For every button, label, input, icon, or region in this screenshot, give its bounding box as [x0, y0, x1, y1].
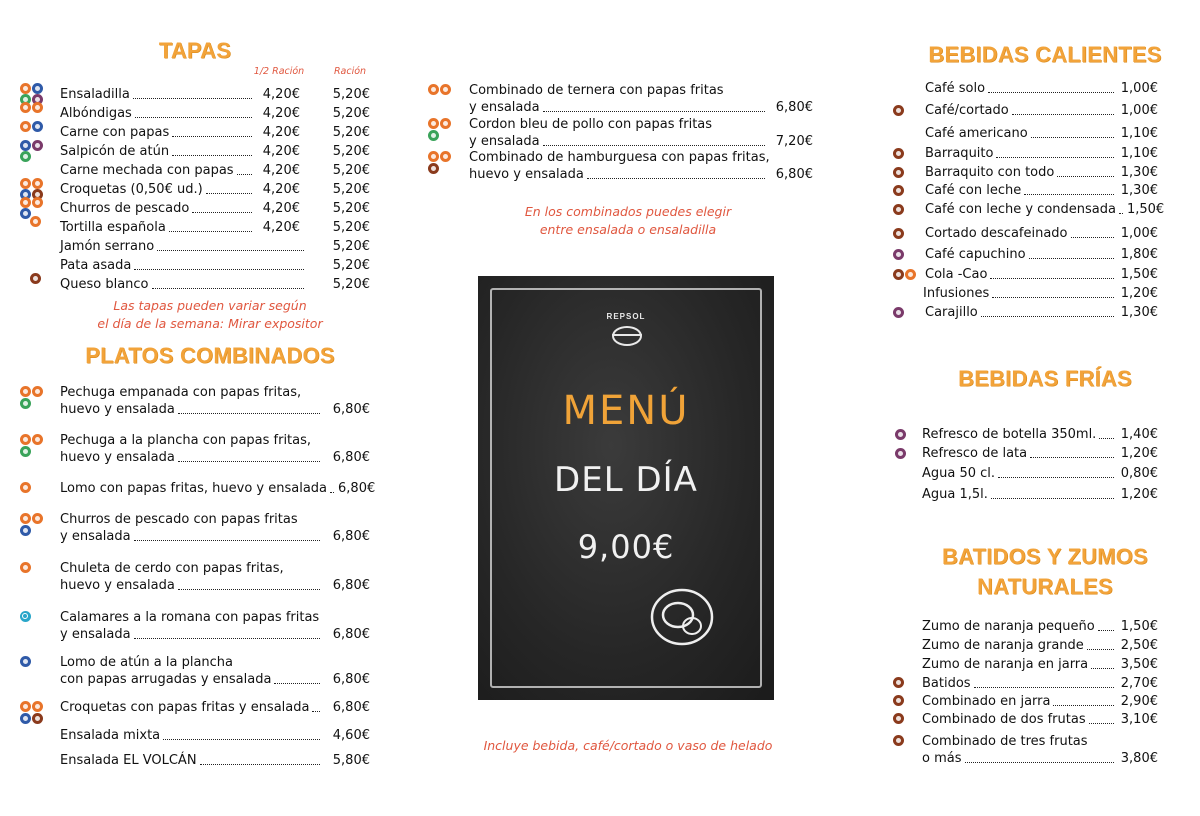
dot-leader [157, 250, 304, 251]
gluten-allergen-icon [428, 84, 439, 95]
dot-leader [134, 269, 304, 270]
egg-allergen-icon [20, 482, 31, 493]
item-price: 1,10€ [1120, 146, 1158, 161]
item-name: huevo y ensalada [60, 578, 175, 593]
dot-leader [990, 278, 1114, 279]
dot-leader [172, 155, 252, 156]
bebida-item [922, 426, 1158, 443]
bebida-item [922, 445, 1158, 462]
item-price: 2,90€ [1120, 694, 1158, 709]
tapa-item [60, 238, 308, 255]
tapa-full-price: 5,20€ [332, 125, 370, 140]
bebida-item [925, 266, 1158, 283]
dot-leader [1024, 194, 1114, 195]
egg-allergen-icon [20, 562, 31, 573]
menu-price: 9,00€ [577, 528, 675, 566]
bebida-item [925, 164, 1158, 181]
dot-leader [996, 157, 1114, 158]
tapa-full-price: 5,20€ [332, 106, 370, 121]
item-price: 6,80€ [332, 672, 370, 687]
celery-allergen-icon [20, 151, 31, 162]
menu-item [469, 133, 813, 150]
item-name: Café con leche [925, 183, 1022, 198]
tapa-item [60, 276, 308, 293]
brand-logo-icon [612, 326, 642, 346]
sulphite-allergen-icon [893, 249, 904, 260]
dot-leader [206, 193, 252, 194]
bebidas-calientes-heading: BEBIDAS CALIENTES [928, 42, 1162, 67]
tapa-full-price: 5,20€ [332, 144, 370, 159]
menu-item [60, 577, 370, 594]
tapa-item [60, 200, 300, 217]
item-price: 6,80€ [775, 100, 813, 115]
dot-leader [998, 477, 1114, 478]
item-name: Pata asada [60, 258, 132, 273]
batidos-heading [930, 542, 1160, 602]
dot-leader [587, 178, 765, 179]
item-name-line: Pechuga a la plancha con papas fritas, [60, 433, 312, 448]
gluten-allergen-icon [20, 701, 31, 712]
milk-allergen-icon [893, 695, 904, 706]
bebida-item [925, 145, 1158, 162]
dot-leader [965, 762, 1115, 763]
plate-egg-icon [644, 582, 724, 652]
item-name: Croquetas con papas fritas y ensalada [60, 700, 310, 715]
item-name: Café americano [925, 126, 1028, 141]
dot-leader [1091, 668, 1114, 669]
item-name: Refresco de lata [922, 446, 1028, 461]
item-price: 4,20€ [262, 106, 300, 121]
gluten-allergen-icon [20, 102, 31, 113]
item-name-line: Churros de pescado con papas fritas [60, 512, 298, 527]
item-name-line: Combinado de hamburguesa con papas fritas, [469, 150, 770, 165]
milk-allergen-icon [893, 148, 904, 159]
combinados-note-line-1: En los combinados puedes elegir [524, 204, 732, 219]
fish-allergen-icon [20, 656, 31, 667]
dot-leader [1057, 176, 1114, 177]
item-price: 4,20€ [262, 125, 300, 140]
egg-allergen-icon [32, 386, 43, 397]
item-price: 4,20€ [262, 163, 300, 178]
fish-allergen-icon [20, 140, 31, 151]
item-name: Salpicón de atún [60, 144, 170, 159]
egg-allergen-icon [32, 701, 43, 712]
item-price: 4,60€ [332, 728, 370, 743]
bebida-item [925, 102, 1158, 119]
dot-leader [134, 638, 320, 639]
item-price: 6,80€ [332, 627, 370, 642]
tapa-full-price: 5,20€ [332, 201, 370, 216]
item-name: Carne mechada con papas [60, 163, 234, 178]
gluten-allergen-icon [20, 434, 31, 445]
dot-leader [134, 540, 320, 541]
dot-leader [178, 589, 320, 590]
soy-allergen-icon [905, 269, 916, 280]
menu-del-dia-board [478, 276, 774, 700]
item-name-line: Pechuga empanada con papas fritas, [60, 385, 302, 400]
item-name: huevo y ensalada [469, 167, 584, 182]
sulphite-allergen-icon [893, 307, 904, 318]
item-name: Tortilla española [60, 220, 166, 235]
menu-item [469, 99, 813, 116]
item-price: 6,80€ [332, 578, 370, 593]
dot-leader [152, 288, 305, 289]
dot-leader [1030, 457, 1114, 458]
dot-leader [1053, 705, 1114, 706]
dot-leader [988, 92, 1114, 93]
item-name: Combinado de dos frutas [922, 712, 1086, 727]
dot-leader [312, 711, 320, 712]
dot-leader [274, 683, 320, 684]
milk-allergen-icon [893, 185, 904, 196]
tapas-note-line-1: Las tapas pueden variar según [113, 298, 307, 313]
item-name: Carne con papas [60, 125, 170, 140]
menu-item [60, 671, 370, 688]
bebida-item [925, 304, 1158, 321]
item-price: 1,20€ [1120, 487, 1158, 502]
egg-allergen-icon [32, 197, 43, 208]
menu-item [60, 752, 370, 769]
item-price: 6,80€ [332, 450, 370, 465]
tapa-item [60, 257, 308, 274]
item-name: Albóndigas [60, 106, 132, 121]
item-name: Ensalada EL VOLCÁN [60, 753, 197, 768]
batidos-heading-line-2: NATURALES [977, 574, 1113, 599]
bebidas-frias-heading: BEBIDAS FRÍAS [958, 366, 1132, 391]
item-name: Lomo con papas fritas, huevo y ensalada [60, 481, 328, 496]
egg-allergen-icon [32, 434, 43, 445]
dot-leader [163, 739, 320, 740]
dot-leader [1012, 114, 1114, 115]
tapa-full-price: 5,20€ [332, 163, 370, 178]
menu-item [60, 699, 370, 716]
item-price: 1,30€ [1120, 305, 1158, 320]
bebida-item [925, 201, 1165, 218]
dot-leader [330, 492, 334, 493]
menu-item [922, 693, 1158, 710]
item-name: Combinado en jarra [922, 694, 1051, 709]
item-name: Café capuchino [925, 247, 1026, 262]
egg-allergen-icon [32, 513, 43, 524]
menu-item [60, 626, 370, 643]
milk-allergen-icon [893, 204, 904, 215]
dot-leader [974, 687, 1114, 688]
egg-allergen-icon [32, 102, 43, 113]
milk-allergen-icon [893, 713, 904, 724]
tapa-item [60, 219, 300, 236]
dot-leader [992, 297, 1114, 298]
menu-item [60, 401, 370, 418]
brand-logo-text: REPSOL [606, 312, 646, 321]
item-name: Cortado descafeinado [925, 226, 1068, 241]
item-price: 5,80€ [332, 753, 370, 768]
item-price: 0,80€ [1120, 466, 1158, 481]
item-name: y ensalada [469, 100, 540, 115]
milk-allergen-icon [893, 735, 904, 746]
menu-note: Incluye bebida, café/cortado o vaso de helado [483, 738, 773, 753]
item-price: 1,80€ [1120, 247, 1158, 262]
item-name: Zumo de naranja pequeño [922, 619, 1095, 634]
dot-leader [192, 212, 252, 213]
item-name: Queso blanco [60, 277, 149, 292]
sulphite-allergen-icon [32, 140, 43, 151]
item-name: Zumo de naranja grande [922, 638, 1084, 653]
dot-leader [172, 136, 252, 137]
bebida-item [923, 285, 1158, 302]
tapa-item [60, 105, 300, 122]
dot-leader [1099, 438, 1114, 439]
item-price: 1,00€ [1120, 226, 1158, 241]
item-price: 6,80€ [332, 402, 370, 417]
fish-allergen-icon [32, 121, 43, 132]
dot-leader [1119, 213, 1123, 214]
milk-allergen-icon [428, 163, 439, 174]
item-price: 1,50€ [1126, 202, 1165, 217]
fish-allergen-icon [20, 525, 31, 536]
tapa-full-price: 5,20€ [332, 239, 370, 254]
dot-leader [1031, 137, 1114, 138]
dot-leader [178, 413, 320, 414]
tapa-full-price: 5,20€ [332, 220, 370, 235]
item-price: 1,20€ [1120, 446, 1158, 461]
tapas-heading: TAPAS [158, 38, 232, 63]
menu-item [922, 750, 1158, 767]
item-price: 1,00€ [1120, 103, 1158, 118]
item-price: 2,70€ [1120, 676, 1158, 691]
item-price: 4,20€ [262, 87, 300, 102]
celery-allergen-icon [20, 398, 31, 409]
fish-allergen-icon [20, 208, 31, 219]
fish-allergen-icon [20, 713, 31, 724]
item-name: Café/cortado [925, 103, 1009, 118]
celery-allergen-icon [428, 130, 439, 141]
menu-item [60, 528, 370, 545]
item-price: 1,10€ [1120, 126, 1158, 141]
item-price: 4,20€ [262, 144, 300, 159]
menu-item [922, 675, 1158, 692]
item-name: y ensalada [469, 134, 540, 149]
dot-leader [169, 231, 252, 232]
dot-leader [200, 764, 320, 765]
item-name: Croquetas (0,50€ ud.) [60, 182, 203, 197]
bebida-item [925, 182, 1158, 199]
item-name-line: Combinado de ternera con papas fritas [469, 83, 724, 98]
gluten-allergen-icon [20, 513, 31, 524]
item-name-line: Chuleta de cerdo con papas fritas, [60, 561, 284, 576]
item-price: 6,80€ [775, 167, 813, 182]
dot-leader [178, 461, 320, 462]
item-name: y ensalada [60, 627, 131, 642]
tapa-full-price: 5,20€ [332, 182, 370, 197]
item-price: 1,20€ [1120, 286, 1158, 301]
gluten-allergen-icon [428, 118, 439, 129]
dot-leader [133, 98, 252, 99]
bebida-item [922, 486, 1158, 503]
combinados-note [468, 203, 788, 239]
item-name: Infusiones [923, 286, 990, 301]
item-price: 3,10€ [1120, 712, 1158, 727]
tapa-item [60, 124, 300, 141]
menu-item [922, 711, 1158, 728]
gluten-allergen-icon [20, 121, 31, 132]
dot-leader [1029, 258, 1114, 259]
item-price: 4,20€ [262, 220, 300, 235]
menu-title: MENÚ [562, 388, 690, 434]
gluten-allergen-icon [20, 178, 31, 189]
dot-leader [135, 117, 252, 118]
tapa-full-price: 5,20€ [332, 87, 370, 102]
bebida-item [925, 246, 1158, 263]
egg-allergen-icon [20, 83, 31, 94]
item-name: Cola -Cao [925, 267, 988, 282]
milk-allergen-icon [893, 228, 904, 239]
dot-leader [1089, 723, 1114, 724]
bebida-item [925, 125, 1158, 142]
tapa-item [60, 143, 300, 160]
menu-subtitle: DEL DÍA [554, 460, 698, 500]
item-price: 1,00€ [1120, 81, 1158, 96]
item-name: Churros de pescado [60, 201, 190, 216]
item-price: 4,20€ [262, 201, 300, 216]
egg-allergen-icon [440, 151, 451, 162]
item-name: con papas arrugadas y ensalada [60, 672, 272, 687]
item-name: Agua 50 cl. [922, 466, 996, 481]
item-name: Carajillo [925, 305, 978, 320]
bebida-item [925, 80, 1158, 97]
item-name-line: Combinado de tres frutas [922, 734, 1088, 749]
item-name: Barraquito [925, 146, 994, 161]
milk-allergen-icon [893, 269, 904, 280]
menu-item [922, 618, 1158, 635]
menu-item [922, 637, 1158, 654]
platos-combinados-heading: PLATOS COMBINADOS [85, 343, 335, 368]
item-name-line: Calamares a la romana con papas fritas [60, 610, 320, 625]
tapa-full-price: 5,20€ [332, 258, 370, 273]
item-name: Refresco de botella 350ml. [922, 427, 1097, 442]
dot-leader [1071, 237, 1114, 238]
milk-allergen-icon [893, 167, 904, 178]
dot-leader [1098, 630, 1114, 631]
item-price: 6,80€ [332, 700, 370, 715]
item-name: Café solo [925, 81, 986, 96]
dot-leader [991, 498, 1114, 499]
menu-item [922, 656, 1158, 673]
milk-allergen-icon [32, 713, 43, 724]
tapas-col-full-label: Ración [333, 66, 367, 77]
menu-item [60, 727, 370, 744]
menu-item [60, 449, 370, 466]
gluten-allergen-icon [20, 386, 31, 397]
item-price: 7,20€ [775, 134, 813, 149]
bebida-item [925, 225, 1158, 242]
milk-allergen-icon [893, 677, 904, 688]
egg-allergen-icon [440, 118, 451, 129]
dot-leader [981, 316, 1114, 317]
item-name-line: Cordon bleu de pollo con papas fritas [469, 117, 713, 132]
item-name: huevo y ensalada [60, 402, 175, 417]
tapas-note-line-2: el día de la semana: Mirar expositor [97, 316, 323, 331]
item-price: 1,30€ [1120, 165, 1158, 180]
item-price: 1,50€ [1120, 619, 1158, 634]
bebida-item [922, 465, 1158, 482]
dot-leader [543, 145, 765, 146]
item-name: huevo y ensalada [60, 450, 175, 465]
menu-item [469, 166, 813, 183]
item-name: y ensalada [60, 529, 131, 544]
gluten-allergen-icon [428, 151, 439, 162]
sulphite-allergen-icon [895, 429, 906, 440]
batidos-heading-line-1: BATIDOS Y ZUMOS [942, 544, 1148, 569]
gluten-allergen-icon [20, 197, 31, 208]
item-price: 1,50€ [1120, 267, 1158, 282]
item-price: 2,50€ [1120, 638, 1158, 653]
item-price: 3,80€ [1120, 751, 1158, 766]
item-price: 6,80€ [332, 529, 370, 544]
egg-allergen-icon [440, 84, 451, 95]
tapa-item [60, 86, 300, 103]
tapa-item [60, 162, 300, 179]
item-name: Ensaladilla [60, 87, 130, 102]
item-name: o más [922, 751, 962, 766]
combinados-note-line-2: entre ensalada o ensaladilla [539, 222, 717, 237]
item-name: Café con leche y condensada [925, 202, 1116, 217]
item-price: 4,20€ [262, 182, 300, 197]
sulphite-allergen-icon [895, 448, 906, 459]
menu-item [60, 480, 376, 497]
item-price: 1,30€ [1120, 183, 1158, 198]
mollusc-allergen-icon [20, 611, 31, 622]
tapas-col-half-label: 1/2 Ración [253, 66, 305, 77]
item-name-line: Lomo de atún a la plancha [60, 655, 234, 670]
tapa-full-price: 5,20€ [332, 277, 370, 292]
item-price: 1,40€ [1120, 427, 1158, 442]
dot-leader [543, 111, 765, 112]
milk-allergen-icon [893, 105, 904, 116]
item-name: Batidos [922, 676, 971, 691]
item-name: Agua 1,5l. [922, 487, 988, 502]
item-name: Zumo de naranja en jarra [922, 657, 1089, 672]
tapas-note [60, 297, 360, 333]
item-name: Jamón serrano [60, 239, 155, 254]
dot-leader [1087, 649, 1114, 650]
item-price: 6,80€ [338, 481, 376, 496]
tapa-item [60, 181, 300, 198]
fish-allergen-icon [32, 83, 43, 94]
celery-allergen-icon [20, 446, 31, 457]
egg-allergen-icon [32, 178, 43, 189]
egg-allergen-icon [30, 216, 41, 227]
item-name: Ensalada mixta [60, 728, 161, 743]
item-name: Barraquito con todo [925, 165, 1055, 180]
item-price: 3,50€ [1120, 657, 1158, 672]
milk-allergen-icon [30, 273, 41, 284]
dot-leader [237, 174, 252, 175]
